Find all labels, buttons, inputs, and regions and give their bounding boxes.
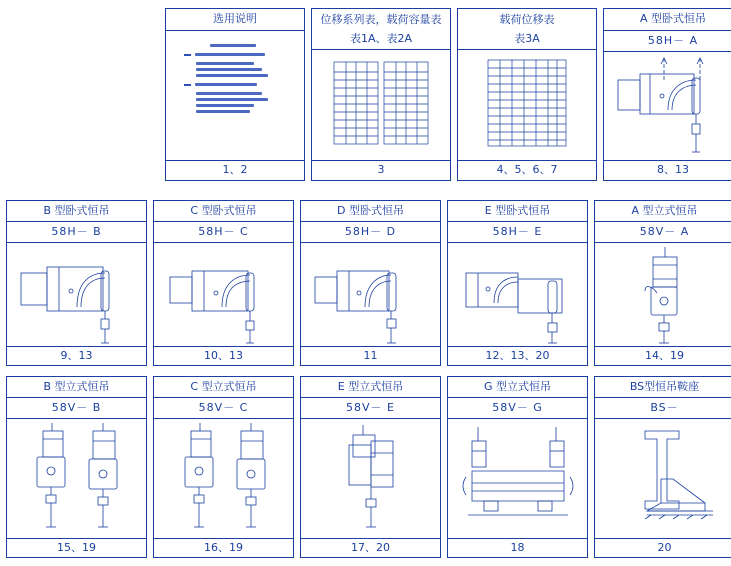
figure-horizontal-b (7, 243, 146, 346)
card-header: A 型卧式恒吊 (604, 9, 731, 31)
card-type-b-vertical-hanger[interactable] (6, 376, 147, 558)
card-selection-instructions[interactable] (165, 8, 305, 181)
card-header-main: 载荷位移表 (499, 13, 555, 26)
card-type-e-vertical-hanger[interactable] (300, 376, 441, 558)
card-header: 选用说明 (166, 9, 304, 31)
card-bs-hanger-saddle[interactable] (594, 376, 731, 558)
figure-horizontal-c (154, 243, 293, 346)
card-header: B 型卧式恒吊 (7, 201, 146, 222)
card-header: E 型立式恒吊 (301, 377, 440, 398)
card-model-code: 58H－ D (301, 222, 440, 242)
card-footer-pages: 11 (301, 346, 440, 365)
card-header-sub: 表3A (514, 32, 540, 45)
card-footer-pages: 16、19 (154, 538, 293, 557)
card-type-a-horizontal-hanger[interactable] (603, 8, 731, 181)
card-footer-pages: 9、13 (7, 346, 146, 365)
figure-text-block (166, 31, 304, 160)
card-type-c-vertical-hanger[interactable] (153, 376, 294, 558)
card-model-code: 58V－ C (154, 398, 293, 418)
card-model-code: 58V－ B (7, 398, 146, 418)
card-footer-pages: 8、13 (604, 160, 731, 180)
figure-horizontal-e (448, 243, 587, 346)
card-header: D 型卧式恒吊 (301, 201, 440, 222)
card-type-e-horizontal-hanger[interactable] (447, 200, 588, 366)
card-header: E 型卧式恒吊 (448, 201, 587, 222)
card-model-code: BS－ (595, 398, 731, 418)
figure-horizontal-a (604, 52, 731, 161)
card-header: BS型恒吊鞍座 (595, 377, 731, 398)
card-row-3 (6, 376, 731, 558)
card-header-main: 位移系列表，载荷容量表 (320, 13, 442, 26)
figure-vertical-a (595, 243, 731, 346)
card-model-code: 58V－ E (301, 398, 440, 418)
card-row-2 (6, 200, 731, 366)
card-header (312, 9, 450, 50)
card-footer-pages: 20 (595, 538, 731, 557)
card-header (458, 9, 596, 50)
card-type-c-horizontal-hanger[interactable] (153, 200, 294, 366)
card-footer-pages: 15、19 (7, 538, 146, 557)
card-footer-pages: 18 (448, 538, 587, 557)
figure-vertical-b (7, 419, 146, 538)
card-type-g-vertical-hanger[interactable] (447, 376, 588, 558)
figure-saddle-bs (595, 419, 731, 538)
card-header: C 型卧式恒吊 (154, 201, 293, 222)
card-footer-pages: 10、13 (154, 346, 293, 365)
card-type-d-horizontal-hanger[interactable] (300, 200, 441, 366)
card-footer-pages: 3 (312, 160, 450, 180)
card-header: C 型立式恒吊 (154, 377, 293, 398)
card-model-code: 58H－ A (604, 31, 731, 52)
figure-horizontal-d (301, 243, 440, 346)
card-footer-pages: 12、13、20 (448, 346, 587, 365)
card-model-code: 58H－ C (154, 222, 293, 242)
card-row-1 (165, 8, 731, 181)
figure-vertical-e (301, 419, 440, 538)
card-model-code: 58H－ E (448, 222, 587, 242)
card-footer-pages: 14、19 (595, 346, 731, 365)
card-header: A 型立式恒吊 (595, 201, 731, 222)
card-load-displacement-table[interactable] (457, 8, 597, 181)
card-footer-pages: 4、5、6、7 (458, 160, 596, 180)
figure-table-grid-2 (312, 50, 450, 160)
card-header-sub: 表1A、表2A (349, 32, 413, 45)
card-model-code: 58V－ G (448, 398, 587, 418)
figure-table-grid-1 (458, 50, 596, 160)
card-model-code: 58V－ A (595, 222, 731, 242)
card-footer-pages: 17、20 (301, 538, 440, 557)
card-footer-pages: 1、2 (166, 160, 304, 180)
figure-vertical-c (154, 419, 293, 538)
card-displacement-series-capacity-table[interactable] (311, 8, 451, 181)
card-header: B 型立式恒吊 (7, 377, 146, 398)
card-type-b-horizontal-hanger[interactable] (6, 200, 147, 366)
card-type-a-vertical-hanger[interactable] (594, 200, 731, 366)
figure-vertical-g (448, 419, 587, 538)
card-header: G 型立式恒吊 (448, 377, 587, 398)
card-model-code: 58H－ B (7, 222, 146, 242)
